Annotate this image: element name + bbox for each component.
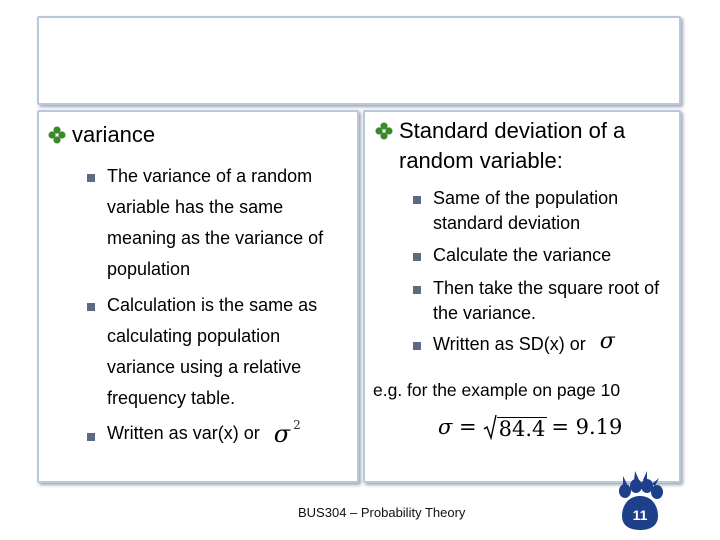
left-bullet-1-text: The variance of a random variable has the same meaning as the variance of population [107, 166, 324, 279]
left-bullet-2-text: Calculation is the same as calculating population variance using a relative frequency table. [107, 295, 318, 408]
diamond-bullet-icon [375, 122, 393, 140]
square-bullet-icon [87, 303, 95, 311]
page-number: 11 [632, 507, 648, 523]
left-bullet-3 [87, 418, 349, 448]
square-bullet-icon [87, 174, 95, 182]
right-heading-line-2: random variable: [399, 148, 563, 173]
formula-lhs: σ = [438, 415, 477, 439]
right-bullet-4 [413, 329, 673, 357]
sigma-symbol: σ [273, 420, 291, 448]
sigma-symbol: σ [599, 329, 615, 354]
left-bullet-3-text: Written as var(x) or [107, 423, 260, 443]
left-bullet-2 [87, 296, 349, 414]
square-bullet-icon [413, 286, 421, 294]
square-bullet-icon [87, 433, 95, 441]
diamond-bullet-icon [48, 126, 66, 144]
square-root [483, 414, 548, 440]
left-heading [48, 120, 155, 150]
formula-result: = 9.19 [551, 415, 623, 439]
formula-radicand: 84.4 [498, 417, 546, 441]
right-bullet-2 [413, 246, 673, 268]
slide-footer: BUS304 – Probability Theory [298, 505, 466, 520]
right-bullet-4-text: Written as SD(x) or [433, 334, 586, 354]
radical-sign-icon [483, 414, 497, 440]
example-text: e.g. for the example on page 10 [373, 380, 621, 400]
slide-title-placeholder [37, 16, 681, 105]
right-bullet-1-text: Same of the population standard deviation [433, 188, 619, 233]
paw-logo-icon [614, 470, 666, 532]
right-heading [375, 116, 625, 176]
right-bullet-1 [413, 189, 673, 236]
left-bullet-1 [87, 167, 349, 285]
sigma-exponent: 2 [293, 418, 301, 432]
right-bullet-2-text: Calculate the variance [433, 245, 612, 265]
right-heading-line-1: Standard deviation of a [399, 118, 626, 143]
square-bullet-icon [413, 196, 421, 204]
right-bullet-3 [413, 279, 673, 326]
square-bullet-icon [413, 342, 421, 350]
right-bullet-3-text: Then take the square root of the variance. [433, 278, 660, 323]
left-heading-text: variance [72, 122, 156, 147]
square-bullet-icon [413, 253, 421, 261]
sd-formula [438, 414, 622, 440]
